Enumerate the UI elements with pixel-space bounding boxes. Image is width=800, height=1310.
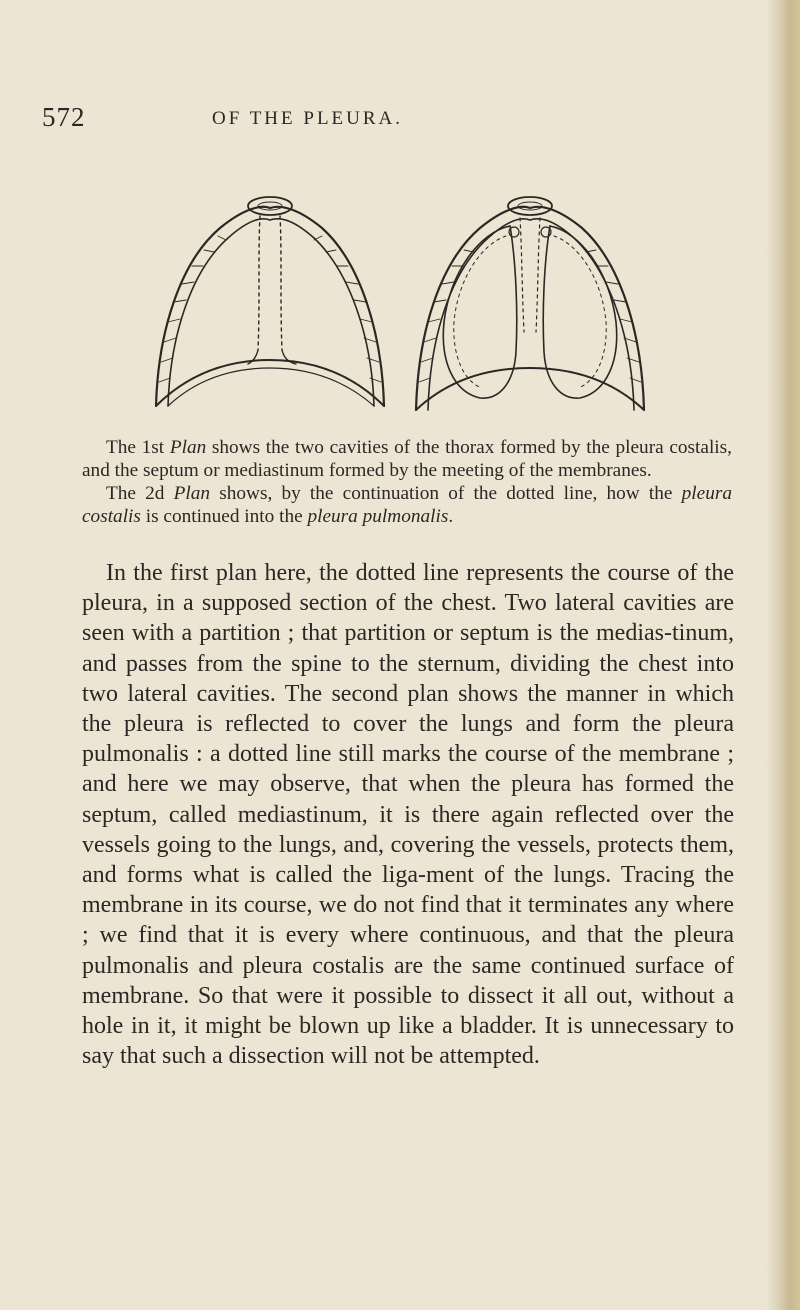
figure-second-plan <box>410 192 650 422</box>
caption-text: shows the two cavities of the thorax formed by the pleura costalis, and the septum or mediastinum formed by the meeting of the membranes. <box>82 437 732 481</box>
caption-emphasis: pleura pulmonalis <box>307 506 449 527</box>
page-number: 572 <box>42 102 86 132</box>
caption-text: The 1st <box>106 437 170 458</box>
caption-emphasis: Plan <box>169 437 207 458</box>
caption-first-plan <box>82 436 732 482</box>
page-header <box>42 102 722 142</box>
running-head: OF THE PLEURA. <box>212 108 404 129</box>
caption-emphasis: pleura costalis <box>82 483 732 527</box>
figure-caption <box>82 436 732 528</box>
caption-second-plan <box>82 482 732 528</box>
caption-text: . <box>448 506 454 527</box>
body-text <box>82 558 734 1071</box>
figures <box>150 192 650 422</box>
page-edge-shadow <box>766 0 800 1310</box>
caption-text: is continued into the <box>140 506 308 527</box>
caption-text: shows, by the continuation of the dotted line, how the <box>210 483 682 504</box>
body-paragraph: In the first plan here, the dotted line represents the course of the pleura, in a supposed section of the chest. Two lateral cavities are seen with a partition ; that partition or septum is the medias-tinum, and passes from the spine to the sternum, dividing the chest into two lateral cavities. The second plan shows the manner in which the pleura is reflected to cover the lungs and form the pleura pulmonalis : a dotted line still marks the course of the membrane ; and here we may observe, that when the pleura has formed the septum, called mediastinum, it is there again reflected over the vessels going to the lungs, and, covering the vessels, protects them, and forms what is called the liga-ment of the lungs. Tracing the membrane in its course, we do not find that it terminates any where ; we find that it is every where continuous, and that the pleura pulmonalis and pleura costalis are the same continued surface of membrane. So that were it possible to dissect it all out, without a hole in it, it might be blown up like a bladder. It is unnecessary to say that such a dissection will not be attempted. <box>82 560 734 1070</box>
figure-first-plan <box>150 192 390 422</box>
caption-text: The 2d <box>106 483 174 504</box>
caption-emphasis: Plan <box>173 483 211 504</box>
